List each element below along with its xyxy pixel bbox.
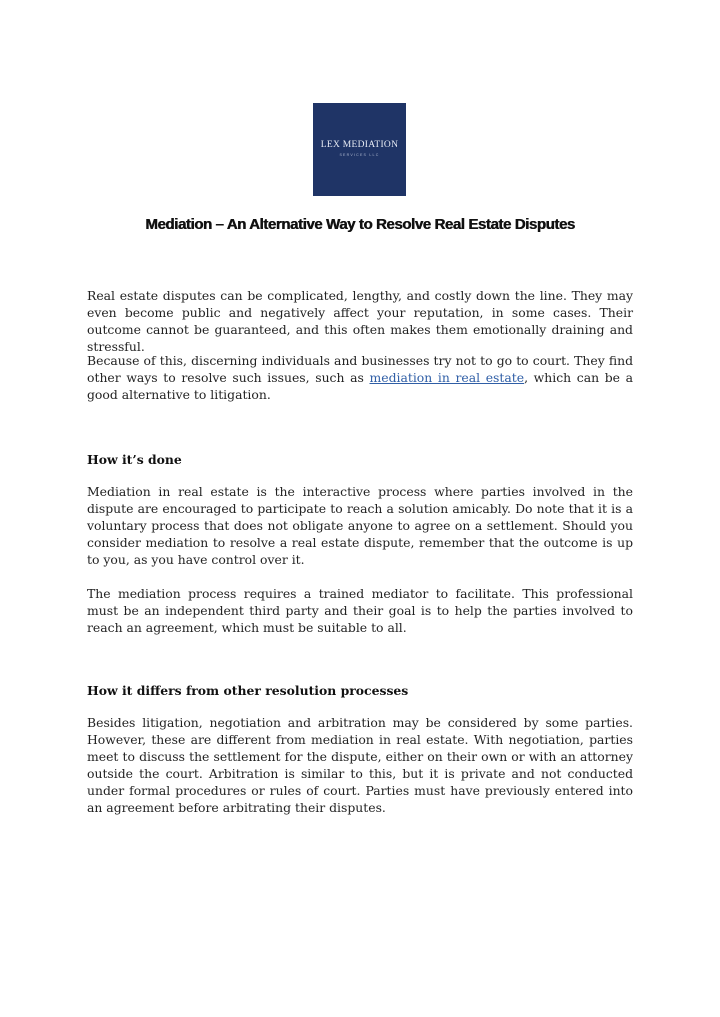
how-done-paragraph-1: Mediation in real estate is the interactive process where parties involved in the dispute are encouraged to participate to reach a solution amicably. Do note that it is a voluntary process that does not obligate anyone to agree on a settlement. Should you consider mediation to resolve a real estate dispute, remember that the outcome is up to you, as you have control over it. bbox=[87, 484, 633, 567]
document-title: Mediation – An Alternative Way to Resolve Real Estate Disputes bbox=[145, 216, 575, 233]
logo-subtitle: SERVICES LLC bbox=[339, 152, 380, 157]
mediation-in-real-estate-link[interactable]: mediation in real estate bbox=[369, 370, 525, 385]
intro-paragraph-1: Real estate disputes can be complicated, lengthy, and costly down the line. They may even become public and negatively affect your reputation, in some cases. Their outcome cannot be guaranteed, and this often makes them emotionally draining and stressful. bbox=[87, 288, 633, 354]
intro-paragraph-2-text-after: , which can be a good alternative to litigation. bbox=[87, 370, 633, 402]
differs-paragraph-1: Besides litigation, negotiation and arbitration may be considered by some parties. However, these are different from mediation in real estate. With negotiation, parties meet to discuss the settlement for the dispute, either on their own or with an attorney outside the court. Arbitration is similar to this, but it is private and not conducted under formal procedures or rules of court. Parties must have previously entered into an agreement before arbitrating their disputes. bbox=[87, 715, 633, 815]
section-heading-how-it-differs: How it differs from other resolution processes bbox=[87, 683, 409, 698]
intro-paragraph-2-text-before: Because of this, discerning individuals and businesses try not to go to court. They find other ways to resolve such issues, such as bbox=[87, 353, 633, 385]
intro-paragraph-2 bbox=[87, 352, 633, 403]
how-done-paragraph-2: The mediation process requires a trained mediator to facilitate. This professional must be an independent third party and their goal is to help the parties involved to reach an agreement, which must be suitable to all. bbox=[87, 586, 633, 635]
company-logo bbox=[313, 103, 406, 196]
section-heading-how-its-done: How it’s done bbox=[87, 452, 182, 467]
logo-name: LEX MEDIATION bbox=[320, 140, 399, 151]
